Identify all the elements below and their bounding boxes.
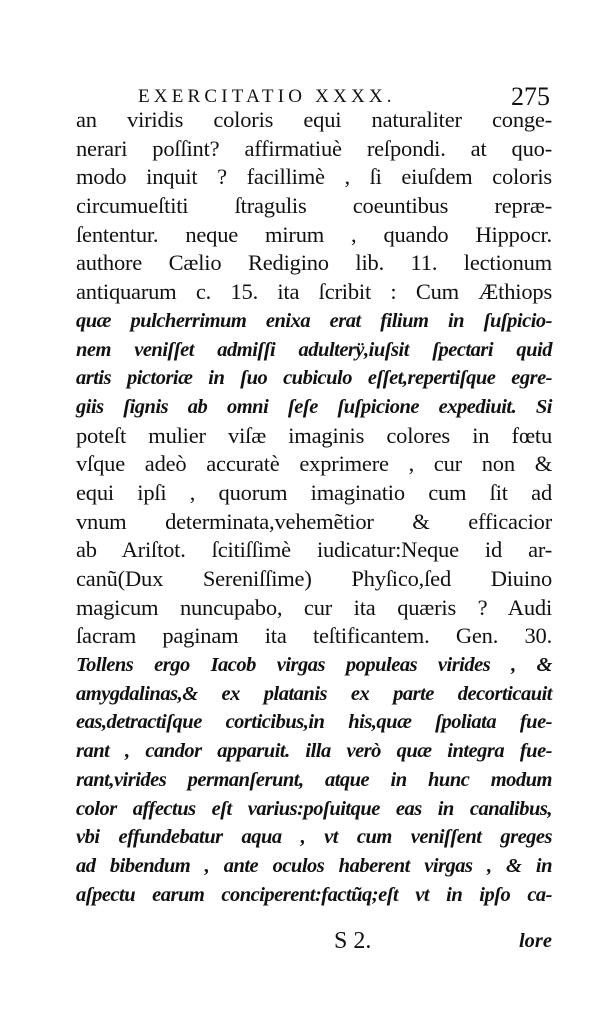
text-line: eas,detractiſque corticibus,in his,quæ ſpoliata fue- — [76, 711, 552, 734]
text-line: magicum nuncupabo, cur ita quæris ? Audi — [76, 594, 552, 620]
catchword: lore — [518, 930, 552, 952]
text-line: giis ſignis ab omni ſeſe ſuſpicione expediuit. Si — [76, 395, 552, 418]
text-line: equi ipſi , quorum imaginatio cum ſit ad — [76, 479, 552, 505]
text-line: modo inquit ? facillimè , ſi eiuſdem coloris — [76, 164, 552, 190]
text-line: ſententur. neque mirum , quando Hippocr. — [76, 221, 552, 247]
text-line: circumueſtiti ſtragulis coeuntibus repræ- — [76, 193, 552, 219]
text-line: vbi effundebatur aqua , vt cum veniſſent greges — [76, 826, 552, 849]
running-title: EXERCITATIO XXXX. — [138, 86, 396, 107]
text-line: Tollens ergo Iacob virgas populeas virides , & — [76, 654, 552, 677]
text-line: amygdalinas,& ex platanis ex parte decorticauit — [76, 682, 552, 705]
page-footer — [76, 924, 552, 958]
text-line: canũ(Dux Sereniſſime) Phyſico,ſed Diuino — [76, 566, 552, 591]
text-line: poteſt mulier viſæ imaginis colores in fœtu — [76, 422, 552, 448]
text-line: ad bibendum , ante oculos haberent virgas , & in — [76, 854, 552, 877]
text-line: an viridis coloris equi naturaliter conge- — [76, 107, 552, 132]
text-line: rant,virides permanſerunt, atque in hunc modum — [76, 768, 552, 791]
text-line: ſacram paginam ita teſtificantem. Gen. 30. — [76, 623, 552, 649]
text-line: aſpectu earum conciperent:factũq;eſt vt in ipſo ca- — [76, 883, 552, 906]
text-line: vſque adeò accuratè exprimere , cur non & — [76, 451, 552, 477]
text-line: artis pictoriæ in ſuo cubiculo eſſet,repertiſque egre- — [76, 367, 552, 390]
text-line: vnum determinata,vehemẽtior & efficacior — [76, 508, 552, 534]
text-line: nem veniſſet admiſſi adulterÿ,iuſsit ſpectari quid — [76, 338, 552, 361]
text-line: ab Ariſtot. ſcitiſſimè iudicatur:Neque id ar- — [76, 537, 552, 563]
body-text — [76, 106, 552, 909]
signature-mark: S 2. — [334, 928, 372, 954]
text-line: authore Cælio Redigino lib. 11. lectionum — [76, 250, 552, 276]
page-number: 275 — [511, 82, 550, 111]
text-line: color affectus eſt varius:poſuitque eas in canalibus, — [76, 797, 552, 820]
text-line: rant , candor apparuit. illa verò quæ integra fue- — [76, 740, 552, 763]
text-line: nerari poſſint? affirmatiuè reſpondi. at quo- — [76, 135, 552, 161]
text-line: antiquarum c. 15. ita ſcribit : Cum Æthiops — [76, 279, 552, 305]
text-line: quæ pulcherrimum enixa erat filium in ſuſpicio- — [76, 309, 552, 332]
